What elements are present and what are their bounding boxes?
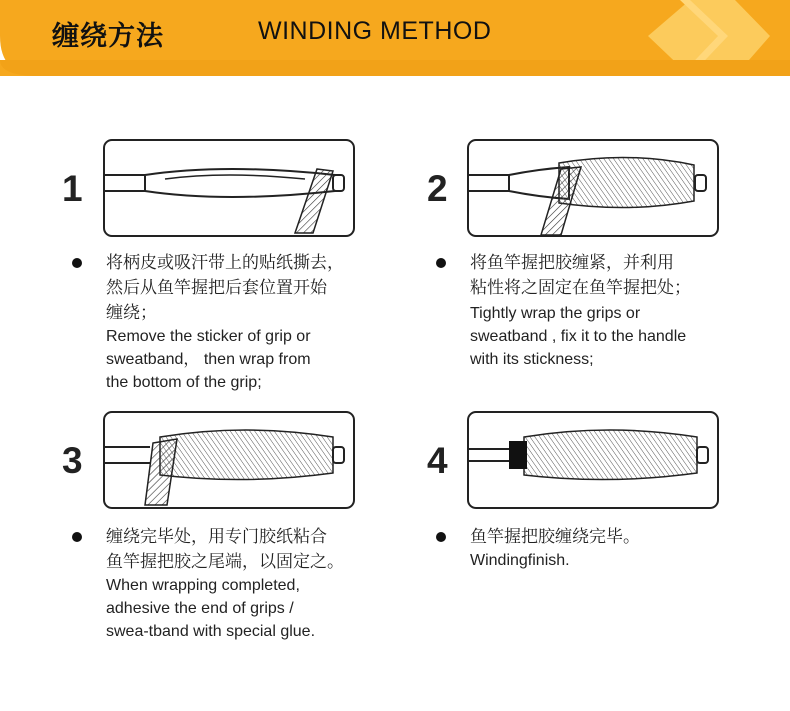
step-number: 3 [62,440,83,481]
step-2-text-en: Tightly wrap the grips or sweatband , fix it to the handle with its stickness; [470,305,687,368]
step-number: 4 [427,440,448,481]
step-4-text-en: Windingfinish. [470,552,570,569]
header-banner [0,0,790,76]
bullet-icon [436,532,446,542]
step-1-text-cn: 将柄皮或吸汗带上的贴纸撕去， 然后从鱼竿握把后套位置开始 缠绕； [106,253,344,323]
step-3-text-en: When wrapping completed, adhesive the end of grips / swea-tband with special glue. [106,577,316,640]
header-title-cn: 缠绕方法 [52,21,164,52]
header-title-en: WINDING METHOD [258,17,492,45]
step-4-text-cn: 鱼竿握把胶缠绕完毕。 [470,527,640,547]
step-2-illustration [467,139,719,237]
step-2-text-cn: 将鱼竿握把胶缠紧，并利用 粘性将之固定在鱼竿握把处； [470,253,691,298]
step-1-illustration [103,139,355,237]
step-number: 2 [427,168,448,209]
step-number: 1 [62,168,83,209]
bullet-icon [72,532,82,542]
bullet-icon [436,258,446,268]
step-3-illustration [103,411,355,509]
step-4-illustration [467,411,719,509]
bullet-icon [72,258,82,268]
step-3-text-cn: 缠绕完毕处，用专门胶纸粘合 鱼竿握把胶之尾端，以固定之。 [106,527,344,572]
step-1-text-en: Remove the sticker of grip or sweatband， then wrap from the bottom of the grip; [106,328,311,391]
